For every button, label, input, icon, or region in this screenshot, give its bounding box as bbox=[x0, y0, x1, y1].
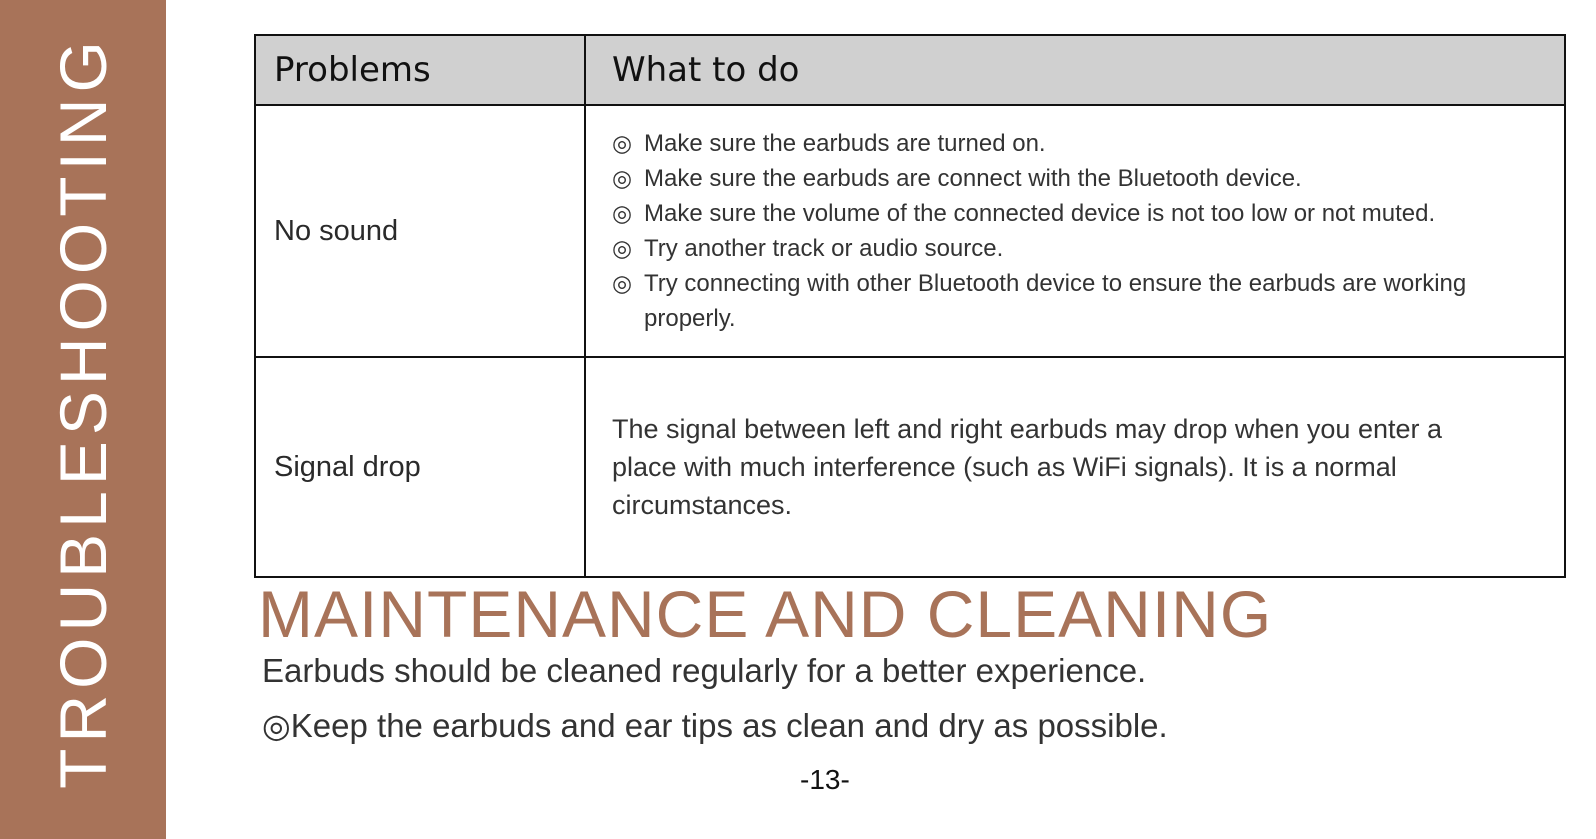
double-circle-icon: ◎ bbox=[612, 165, 633, 191]
list-item bbox=[612, 196, 1544, 231]
double-circle-icon: ◎ bbox=[612, 270, 633, 296]
double-circle-icon: ◎ bbox=[612, 200, 633, 226]
double-circle-icon: ◎ bbox=[612, 235, 633, 261]
table-header-row bbox=[255, 35, 1565, 105]
table-row bbox=[255, 105, 1565, 357]
solution-no-sound bbox=[585, 105, 1565, 357]
list-item bbox=[612, 126, 1544, 161]
table-row bbox=[255, 357, 1565, 577]
maintenance-intro: Earbuds should be cleaned regularly for a better experience. bbox=[262, 652, 1147, 689]
tip-text: Make sure the earbuds are connect with the Bluetooth device. bbox=[644, 165, 1302, 192]
tip-text: Make sure the volume of the connected device is not too low or not muted. bbox=[644, 200, 1436, 227]
tip-text: Make sure the earbuds are turned on. bbox=[644, 130, 1046, 157]
problem-signal-drop: Signal drop bbox=[255, 357, 585, 577]
section-title-troubleshooting: TROUBLESHOOTING bbox=[46, 35, 120, 789]
header-problems: Problems bbox=[255, 35, 585, 105]
problem-no-sound: No sound bbox=[255, 105, 585, 357]
list-item bbox=[612, 266, 1544, 336]
side-band bbox=[0, 0, 166, 839]
tip-list bbox=[612, 126, 1544, 336]
maintenance-tip: ◎Keep the earbuds and ear tips as clean and dry as possible. bbox=[262, 707, 1168, 744]
tip-text: Try another track or audio source. bbox=[644, 235, 1004, 262]
list-item bbox=[612, 231, 1544, 266]
page-number: -13- bbox=[800, 764, 850, 795]
section-title-maintenance: MAINTENANCE AND CLEANING bbox=[258, 577, 1273, 651]
solution-signal-drop bbox=[585, 357, 1565, 577]
tip-text: Try connecting with other Bluetooth device to ensure the earbuds are working properly. bbox=[644, 270, 1467, 332]
signal-drop-text: The signal between left and right earbuds may drop when you enter a place with much interference (such as WiFi signals). It is a normal circumstances. bbox=[612, 414, 1443, 520]
troubleshooting-table bbox=[254, 34, 1566, 578]
header-what-to-do: What to do bbox=[585, 35, 1565, 105]
double-circle-icon: ◎ bbox=[612, 130, 633, 156]
list-item bbox=[612, 161, 1544, 196]
